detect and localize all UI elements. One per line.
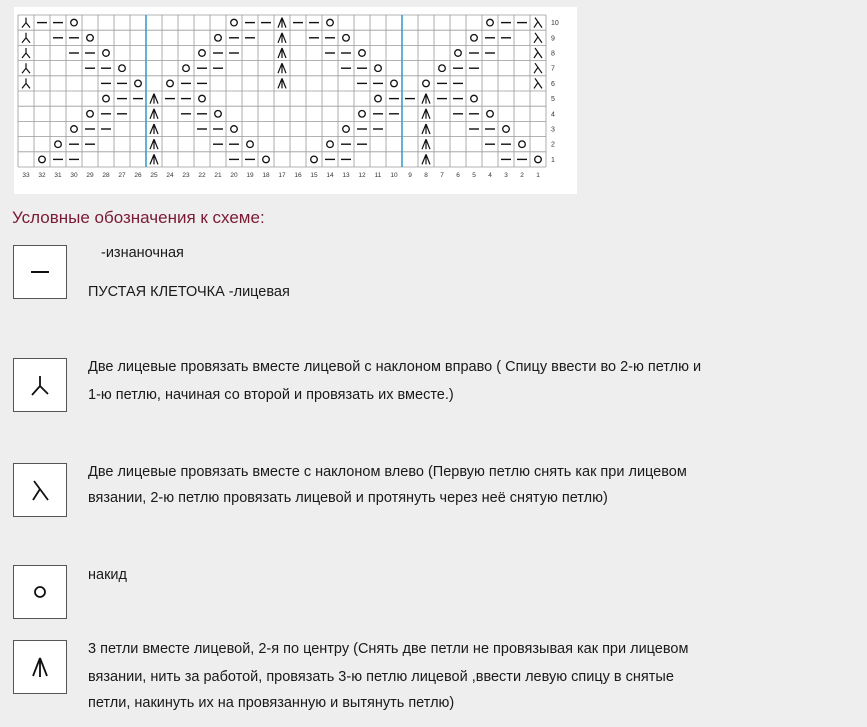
ssk-left-icon (534, 33, 542, 43)
yarn-over-icon (25, 577, 55, 607)
yarn-over-icon (119, 65, 126, 72)
legend-box-left (13, 463, 67, 517)
legend-text-yo: накид (88, 567, 127, 583)
yarn-over-icon (39, 156, 46, 163)
legend-text-cdd-line2: вязании, нить за работой, провязать 3-ю петлю лицевой ,ввести левую спицу в снятые (88, 669, 674, 685)
legend-text-right-line2: 1-ю петлю, начиная со второй и провязать их вместе.) (88, 387, 454, 403)
central-double-decrease-icon (150, 124, 158, 134)
central-double-decrease-icon (25, 652, 55, 682)
column-number: 2 (520, 172, 524, 179)
central-double-decrease-icon (278, 63, 286, 73)
column-number: 12 (358, 172, 366, 179)
yarn-over-icon (455, 50, 462, 57)
yarn-over-icon (167, 80, 174, 87)
legend-text-purl: -изнаночная (101, 245, 184, 261)
legend-text-left-line1: Две лицевые провязать вместе с наклоном влево (Первую петлю снять как при лицевом (88, 464, 687, 480)
legend-text-knit: ПУСТАЯ КЛЕТОЧКА -лицевая (88, 284, 290, 300)
yarn-over-icon (439, 65, 446, 72)
k2tog-right-icon (22, 78, 30, 88)
column-number: 29 (86, 172, 94, 179)
legend-text-right-line1: Две лицевые провязать вместе лицевой с наклоном вправо ( Спицу ввести во 2-ю петлю и (88, 359, 702, 375)
central-double-decrease-icon (422, 154, 430, 164)
yarn-over-icon (215, 35, 222, 42)
column-number: 33 (22, 172, 30, 179)
legend-box-cdd (13, 640, 67, 694)
row-number: 4 (551, 111, 555, 119)
purl-icon (25, 257, 55, 287)
yarn-over-icon (71, 19, 78, 26)
column-number: 31 (54, 172, 62, 179)
ssk-left-icon (534, 48, 542, 58)
yarn-over-icon (391, 80, 398, 87)
central-double-decrease-icon (422, 124, 430, 134)
column-number: 16 (294, 172, 302, 179)
row-number: 2 (551, 141, 555, 149)
legend-text-cdd-line3: петли, накинуть их на провязанную и вытянуть петлю) (88, 695, 455, 711)
yarn-over-icon (199, 95, 206, 102)
yarn-over-icon (487, 111, 494, 118)
knitting-chart-grid (14, 7, 577, 194)
row-number: 9 (551, 35, 555, 43)
yarn-over-icon (103, 95, 110, 102)
yarn-over-icon (327, 19, 334, 26)
yarn-over-icon (199, 50, 206, 57)
yarn-over-icon (215, 111, 222, 118)
yarn-over-icon (87, 111, 94, 118)
column-number: 21 (214, 172, 222, 179)
yarn-over-icon (231, 19, 238, 26)
central-double-decrease-icon (422, 94, 430, 104)
column-number: 4 (488, 172, 492, 179)
column-number: 28 (102, 172, 110, 179)
column-number: 27 (118, 172, 126, 179)
yarn-over-icon (487, 19, 494, 26)
column-number: 5 (472, 172, 476, 179)
yarn-over-icon (231, 126, 238, 133)
yarn-over-icon (423, 80, 430, 87)
ssk-left-icon (534, 63, 542, 73)
column-number: 13 (342, 172, 350, 179)
column-number: 8 (424, 172, 428, 179)
column-number: 15 (310, 172, 318, 179)
central-double-decrease-icon (422, 139, 430, 149)
row-number: 6 (551, 80, 555, 88)
yarn-over-icon (359, 111, 366, 118)
yarn-over-icon (375, 65, 382, 72)
knitting-chart (14, 7, 577, 194)
central-double-decrease-icon (150, 139, 158, 149)
yarn-over-icon (375, 95, 382, 102)
row-number: 8 (551, 50, 555, 58)
column-number: 25 (150, 172, 158, 179)
column-number: 22 (198, 172, 206, 179)
column-number: 23 (182, 172, 190, 179)
column-number: 9 (408, 172, 412, 179)
column-number: 10 (390, 172, 398, 179)
column-number: 14 (326, 172, 334, 179)
row-number: 1 (551, 156, 555, 164)
yarn-over-icon (71, 126, 78, 133)
yarn-over-icon (135, 80, 142, 87)
yarn-over-icon (55, 141, 62, 148)
row-number: 3 (551, 126, 555, 134)
column-number: 24 (166, 172, 174, 179)
central-double-decrease-icon (278, 33, 286, 43)
central-double-decrease-icon (150, 154, 158, 164)
yarn-over-icon (535, 156, 542, 163)
row-number: 7 (551, 65, 555, 73)
central-double-decrease-icon (278, 78, 286, 88)
yarn-over-icon (311, 156, 318, 163)
legend-text-cdd-line1: 3 петли вместе лицевой, 2-я по центру (Снять две петли не провязывая как при лицевом (88, 641, 689, 657)
central-double-decrease-icon (278, 48, 286, 58)
column-number: 7 (440, 172, 444, 179)
yarn-over-icon (471, 95, 478, 102)
ssk-left-icon (534, 18, 542, 28)
yarn-over-icon (343, 35, 350, 42)
column-number: 32 (38, 172, 46, 179)
legend-text-left-line2: вязании, 2-ю петлю провязать лицевой и протянуть через неё снятую петлю) (88, 490, 608, 506)
central-double-decrease-icon (150, 109, 158, 119)
column-number: 11 (374, 172, 382, 179)
column-number: 6 (456, 172, 460, 179)
column-number: 1 (536, 172, 540, 179)
ssk-left-icon (25, 475, 55, 505)
legend-title: Условные обозначения к схеме: (12, 208, 265, 227)
k2tog-right-icon (25, 370, 55, 400)
yarn-over-icon (87, 35, 94, 42)
yarn-over-icon (471, 35, 478, 42)
yarn-over-icon (503, 126, 510, 133)
central-double-decrease-icon (422, 109, 430, 119)
yarn-over-icon (183, 65, 190, 72)
yarn-over-icon (263, 156, 270, 163)
legend-box-yo (13, 565, 67, 619)
legend-box-right (13, 358, 67, 412)
yarn-over-icon (359, 50, 366, 57)
row-number: 5 (551, 96, 555, 104)
ssk-left-icon (534, 78, 542, 88)
column-number: 18 (262, 172, 270, 179)
central-double-decrease-icon (278, 18, 286, 28)
yarn-over-icon (103, 50, 110, 57)
k2tog-right-icon (22, 18, 30, 28)
column-number: 26 (134, 172, 142, 179)
column-number: 20 (230, 172, 238, 179)
legend-box-purl (13, 245, 67, 299)
k2tog-right-icon (22, 63, 30, 73)
k2tog-right-icon (22, 48, 30, 58)
yarn-over-icon (519, 141, 526, 148)
column-number: 19 (246, 172, 254, 179)
yarn-over-icon (343, 126, 350, 133)
yarn-over-icon (247, 141, 254, 148)
column-number: 3 (504, 172, 508, 179)
central-double-decrease-icon (150, 94, 158, 104)
k2tog-right-icon (22, 33, 30, 43)
row-number: 10 (551, 20, 559, 28)
yarn-over-icon (327, 141, 334, 148)
column-number: 30 (70, 172, 78, 179)
column-number: 17 (278, 172, 286, 179)
